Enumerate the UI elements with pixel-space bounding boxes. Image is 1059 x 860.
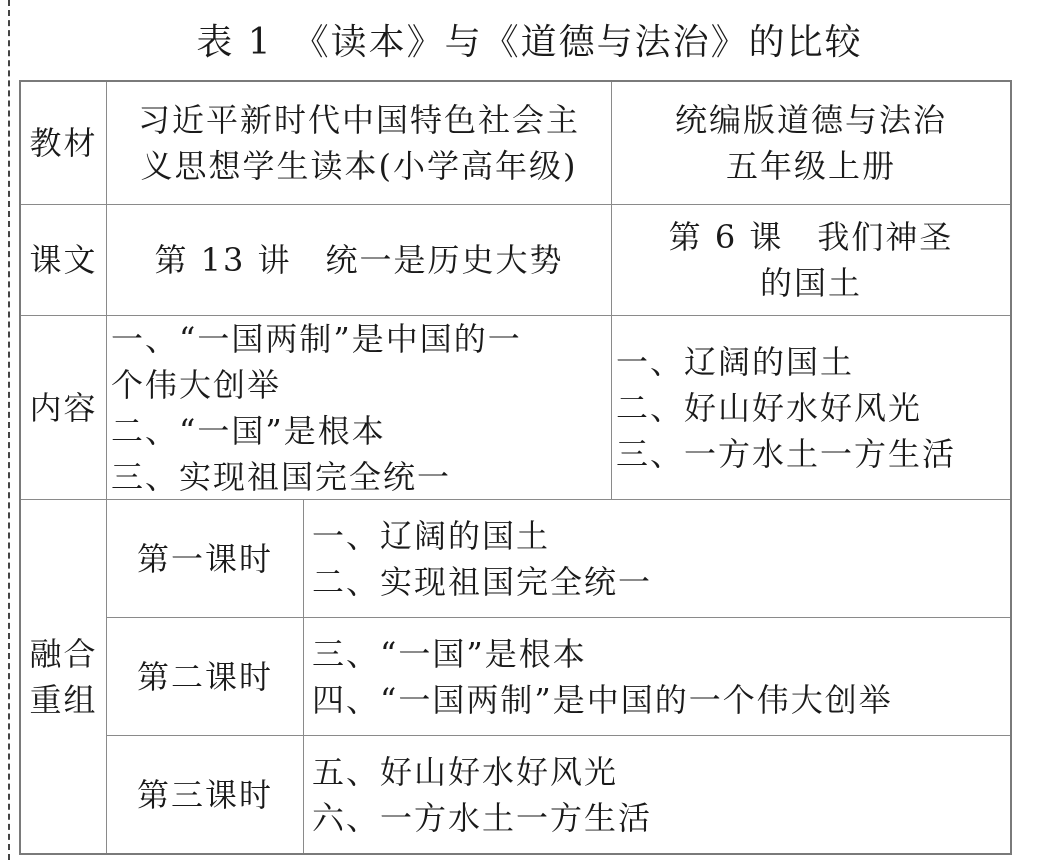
cell-line: 一、辽阔的国土 bbox=[616, 342, 855, 381]
period-3-name bbox=[107, 736, 304, 853]
cell-line: 六、一方水土一方生活 bbox=[312, 798, 653, 837]
row-label-text: 课文 bbox=[29, 241, 98, 279]
period-1-items bbox=[304, 500, 1010, 618]
cell-line: 习近平新时代中国特色社会主 bbox=[137, 101, 580, 139]
cell-line: 统编版道德与法治 bbox=[674, 101, 947, 139]
table-caption: 表 1 《读本》与《道德与法治》的比较 bbox=[196, 22, 863, 63]
cell-line: 三、“一国”是根本 bbox=[312, 634, 587, 673]
cell-line: 四、“一国两制”是中国的一个伟大创举 bbox=[312, 680, 893, 719]
row-label-text: 教材 bbox=[29, 124, 98, 162]
period-name-text: 第二课时 bbox=[136, 657, 273, 696]
moral-content-cell bbox=[612, 316, 1010, 500]
cell-line: 二、“一国”是根本 bbox=[111, 411, 386, 450]
dashed-cut-line bbox=[8, 0, 10, 860]
period-1-name bbox=[107, 500, 304, 618]
moral-lesson-cell bbox=[612, 205, 1010, 316]
reader-textbook-cell bbox=[107, 82, 612, 205]
cell-line: 的国土 bbox=[759, 264, 862, 302]
period-3-items bbox=[304, 736, 1010, 853]
cell-line: 第 6 课 我们神圣 bbox=[668, 218, 954, 256]
cell-line: 二、实现祖国完全统一 bbox=[312, 562, 653, 601]
row-label-textbook bbox=[21, 82, 107, 205]
comparison-table bbox=[19, 80, 1012, 855]
row-label-text: 内容 bbox=[29, 388, 98, 427]
cell-line: 第 13 讲 统一是历史大势 bbox=[154, 241, 564, 279]
period-2-name bbox=[107, 618, 304, 736]
cell-line: 一、辽阔的国土 bbox=[312, 516, 551, 555]
reader-content-cell bbox=[107, 316, 612, 500]
period-name-text: 第三课时 bbox=[136, 775, 273, 814]
reader-lesson-cell bbox=[107, 205, 612, 316]
cell-line: 二、好山好水好风光 bbox=[616, 388, 923, 427]
row-label-text: 重组 bbox=[29, 680, 98, 719]
cell-line: 个伟大创举 bbox=[111, 365, 282, 404]
cell-line: 一、“一国两制”是中国的一 bbox=[111, 319, 522, 358]
cell-line: 三、实现祖国完全统一 bbox=[111, 457, 452, 496]
period-2-items bbox=[304, 618, 1010, 736]
moral-textbook-cell bbox=[612, 82, 1010, 205]
cell-line: 五、好山好水好风光 bbox=[312, 752, 619, 791]
row-label-content bbox=[21, 316, 107, 500]
period-name-text: 第一课时 bbox=[136, 539, 273, 578]
cell-line: 三、一方水土一方生活 bbox=[616, 434, 957, 473]
row-label-merge bbox=[21, 500, 107, 853]
row-label-text: 融合 bbox=[29, 634, 98, 673]
row-label-lesson bbox=[21, 205, 107, 316]
cell-line: 五年级上册 bbox=[725, 147, 896, 185]
cell-line: 义思想学生读本(小学高年级) bbox=[140, 147, 578, 185]
